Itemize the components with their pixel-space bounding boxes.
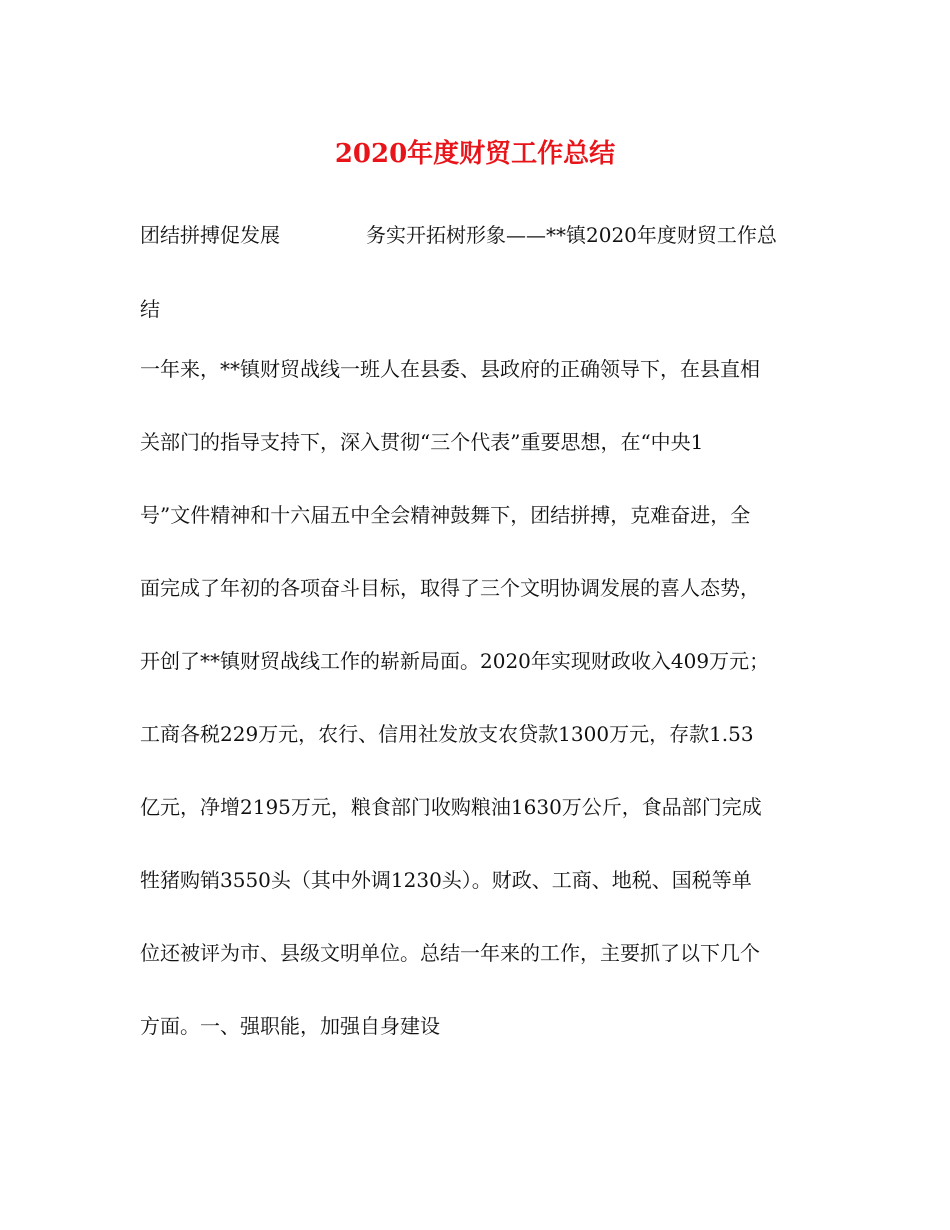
body-line: 号”文件精神和十六届五中全会精神鼓舞下，团结拼搏，克难奋进，全: [140, 503, 751, 527]
body-line: 亿元，净增2195万元，粮食部门收购粮油1630万公斤，食品部门完成: [140, 795, 762, 819]
body-line: 开创了**镇财贸战线工作的崭新局面。2020年实现财政收入409万元；: [140, 649, 770, 673]
body-line: 位还被评为市、县级文明单位。总结一年来的工作，主要抓了以下几个: [140, 941, 760, 965]
body-line: 方面。一、强职能，加强自身建设: [140, 1014, 440, 1038]
body-line: 面完成了年初的各项奋斗目标，取得了三个文明协调发展的喜人态势，: [140, 576, 760, 600]
body-line: 一年来，**镇财贸战线一班人在县委、县政府的正确领导下，在县直相: [140, 357, 760, 381]
subtitle-left: 团结拼搏促发展: [140, 223, 280, 247]
document-title: 2020年度财贸工作总结: [334, 139, 616, 169]
body-line: 关部门的指导支持下，深入贯彻“三个代表”重要思想，在“中央1: [140, 430, 704, 454]
body-line: 牲猪购销3550头（其中外调1230头）。财政、工商、地税、国税等单: [140, 868, 752, 892]
subtitle-right: 务实开拓树形象——**镇2020年度财贸工作总: [366, 223, 777, 247]
subtitle-continuation: 结: [140, 297, 160, 321]
body-line: 工商各税229万元，农行、信用社发放支农贷款1300万元，存款1.53: [140, 722, 754, 746]
